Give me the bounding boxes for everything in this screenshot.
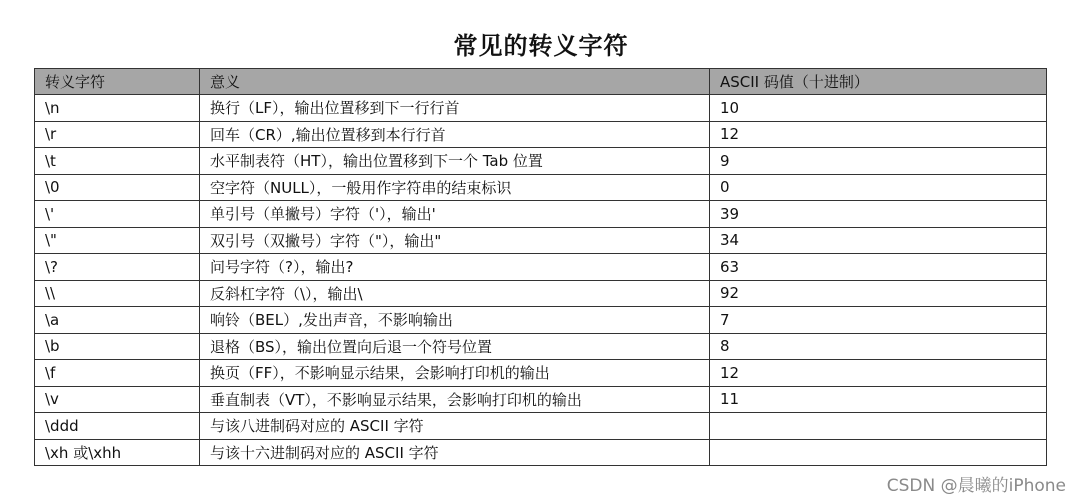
ascii-cell (710, 413, 1047, 440)
meaning-cell: 空字符（NULL），一般用作字符串的结束标识 (200, 174, 710, 201)
escape-char-cell: \xh 或\xhh (35, 439, 200, 466)
escape-char-cell: \t (35, 148, 200, 175)
escape-char-table (34, 68, 1047, 466)
header-ascii-value: ASCII 码值（十进制） (710, 69, 1047, 95)
table-row (35, 386, 1047, 413)
ascii-cell: 9 (710, 148, 1047, 175)
meaning-cell: 单引号（单撇号）字符（'），输出' (200, 201, 710, 228)
ascii-cell: 8 (710, 333, 1047, 360)
escape-char-cell: \r (35, 121, 200, 148)
ascii-cell: 92 (710, 280, 1047, 307)
meaning-cell: 水平制表符（HT），输出位置移到下一个 Tab 位置 (200, 148, 710, 175)
escape-char-cell: \ddd (35, 413, 200, 440)
escape-char-cell: \? (35, 254, 200, 281)
meaning-cell: 换页（FF），不影响显示结果，会影响打印机的输出 (200, 360, 710, 387)
ascii-cell: 63 (710, 254, 1047, 281)
ascii-cell: 11 (710, 386, 1047, 413)
table-row (35, 174, 1047, 201)
header-meaning: 意义 (200, 69, 710, 95)
meaning-cell: 回车（CR）,输出位置移到本行行首 (200, 121, 710, 148)
escape-char-cell: \n (35, 95, 200, 122)
table-row (35, 280, 1047, 307)
csdn-watermark: CSDN @晨曦的iPhone (886, 476, 1066, 496)
table-row (35, 121, 1047, 148)
meaning-cell: 换行（LF），输出位置移到下一行行首 (200, 95, 710, 122)
meaning-cell: 响铃（BEL）,发出声音，不影响输出 (200, 307, 710, 334)
page-title: 常见的转义字符 (453, 32, 629, 60)
meaning-cell: 反斜杠字符（\），输出\ (200, 280, 710, 307)
ascii-cell: 34 (710, 227, 1047, 254)
meaning-cell: 双引号（双撇号）字符（"），输出" (200, 227, 710, 254)
table-row (35, 413, 1047, 440)
meaning-cell: 与该八进制码对应的 ASCII 字符 (200, 413, 710, 440)
ascii-cell: 39 (710, 201, 1047, 228)
ascii-cell: 7 (710, 307, 1047, 334)
table-body (35, 95, 1047, 466)
meaning-cell: 退格（BS），输出位置向后退一个符号位置 (200, 333, 710, 360)
table-row (35, 95, 1047, 122)
table-row (35, 254, 1047, 281)
escape-char-cell: \\ (35, 280, 200, 307)
header-row (35, 69, 1047, 95)
table-row (35, 439, 1047, 466)
meaning-cell: 垂直制表（VT），不影响显示结果，会影响打印机的输出 (200, 386, 710, 413)
escape-char-cell: \b (35, 333, 200, 360)
escape-char-cell: \' (35, 201, 200, 228)
escape-char-cell: \a (35, 307, 200, 334)
table-row (35, 227, 1047, 254)
table-row (35, 148, 1047, 175)
ascii-cell: 10 (710, 95, 1047, 122)
meaning-cell: 与该十六进制码对应的 ASCII 字符 (200, 439, 710, 466)
ascii-cell: 12 (710, 121, 1047, 148)
escape-char-cell: \" (35, 227, 200, 254)
table-row (35, 333, 1047, 360)
ascii-cell: 12 (710, 360, 1047, 387)
table-row (35, 307, 1047, 334)
table-header (35, 69, 1047, 95)
escape-char-cell: \0 (35, 174, 200, 201)
header-escape-char: 转义字符 (35, 69, 200, 95)
ascii-cell (710, 439, 1047, 466)
ascii-cell: 0 (710, 174, 1047, 201)
table-row (35, 201, 1047, 228)
meaning-cell: 问号字符（?），输出? (200, 254, 710, 281)
escape-char-cell: \v (35, 386, 200, 413)
escape-char-cell: \f (35, 360, 200, 387)
table-row (35, 360, 1047, 387)
